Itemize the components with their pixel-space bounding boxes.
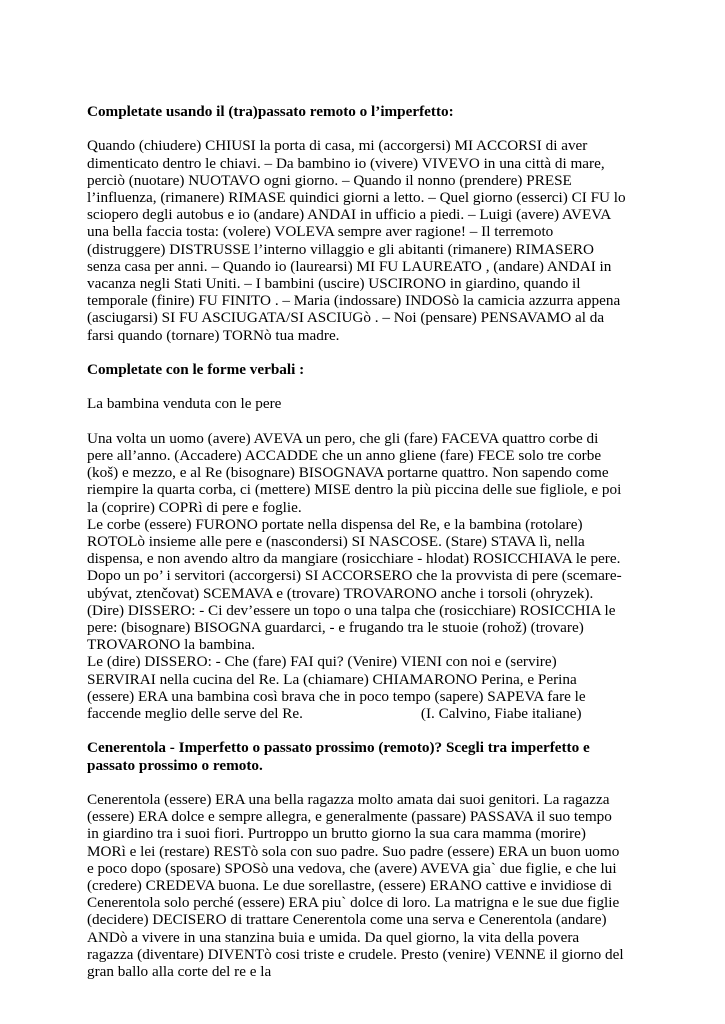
story-paragraph-2: Le corbe (essere) FURONO portate nella dispensa del Re, e la bambina (rotolare) ROTOLò insieme alle pere e (nascondersi) SI NASCOSE. (Stare) STAVA lì, nella dispensa, e non avendo altro da mangiare (rosicchiare - hlodat) ROSICCHIAVA le pere. Dopo un po’ i servitori (accorgersi) SI ACCORSERO che la provvista di pere (scemare-ubývat, ztenčovat) SCEMAVA e (trovare) TROVARONO anche i torsoli (ohryzek). (Dire) DISSERO: - Ci dev’essere un topo o una talpa che (rosicchiare) ROSICCHIA le pere: (bisognare) BISOGNA guardarci, - e frugando tra le stuoie (rohož) (trovare) TROVARONO la bambina.: [87, 515, 622, 654]
exercise-1-heading: Completate usando il (tra)passato remoto o l’imperfetto:: [87, 103, 454, 120]
exercise-2-heading: Completate con le forme verbali :: [87, 361, 305, 379]
exercise-3-heading: Cenerentola - Imperfetto o passato prossimo (remoto)? Scegli tra imperfetto e passato prossimo o remoto.: [87, 739, 590, 774]
story-title: La bambina venduta con le pere: [87, 395, 282, 413]
story-paragraph-3-text: Le (dire) DISSERO: - Che (fare) FAI qui? (Venire) VIENI con noi e (servire) SERVIRAI nella cucina del Re. La (chiamare) CHIAMARONO Perina, e Perina (essere) ERA una bambina così brava che in poco tempo (sapere) SAPEVA fare le faccende meglio delle serve del Re.: [87, 653, 586, 723]
story-citation: (I. Calvino, Fiabe italiane): [420, 705, 582, 723]
exercise-1-text: Quando (chiudere) CHIUSI la porta di casa, mi (accorgersi) MI ACCORSI di aver dimenticato dentro le chiavi. – Da bambino io (vivere) VIVEVO in una città di mare, perciò (nuotare) NUOTAVO ogni giorno. – Quando il nonno (prendere) PRESE l’influenza, (rimanere) RIMASE quindici giorni a letto. – Quel giorno (esserci) CI FU lo sciopero degli autobus e io (andare) ANDAI in ufficio a piedi. – Luigi (avere) AVEVA una bella faccia tosta: (volere) VOLEVA sempre aver ragione! – Il terremoto (distruggere) DISTRUSSE l’interno villaggio e gli abitanti (rimanere) RIMASERO senza casa per anni. – Quando io (laurearsi) MI FU LAUREATO , (andare) ANDAI in vacanza negli Stati Uniti. – I bambini (uscire) USCIRONO in giardino, quando il temporale (finire) FU FINITO . – Maria (indossare) INDOSò la camicia azzurra appena (asciugarsi) SI FU ASCIUGATA/SI ASCIUGò . – Noi (pensare) PENSAVAMO al da farsi quando (tornare) TORNò tua madre.: [87, 137, 626, 344]
exercise-3-text: Cenerentola (essere) ERA una bella ragazza molto amata dai suoi genitori. La ragazza (essere) ERA dolce e sempre allegra, e generalmente (passare) PASSAVA il suo tempo in giardino tra i suoi fiori. Purtroppo un brutto giorno la sua cara mamma (morire) MORì e lei (restare) RESTò sola con suo padre. Suo padre (essere) ERA un buon uomo e poco dopo (sposare) SPOSò una vedova, che (avere) AVEVA gia` due figlie, e che lui (credere) CREDEVA buona. Le due sorellastre, (essere) ERANO cattive e invidiose di Cenerentola solo perché (essere) ERA piu` dolce di loro. La matrigna e le sue due figlie (decidere) DECISERO di trattare Cenerentola come una serva e Cenerentola (andare) ANDò a vivere in una stanzina buia e umida. Da quel giorno, la vita della povera ragazza (diventare) DIVENTò cosi triste e crudele. Presto (venire) VENNE il giorno del gran ballo alla corte del re e la: [87, 791, 624, 981]
story-paragraph-1: Una volta un uomo (avere) AVEVA un pero, che gli (fare) FACEVA quattro corbe di pere all’anno. (Accadere) ACCADDE che un anno gliene (fare) FECE solo tre corbe (koš) e mezzo, e al Re (bisognare) BISOGNAVA portarne quattro. Non sapendo come riempire la quarta corba, ci (mettere) MISE dentro la più piccina delle sue figliole, e poi la (coprire) COPRì di pere e foglie.: [87, 429, 622, 516]
document-body: [87, 103, 627, 980]
story-paragraph-3: [87, 653, 627, 722]
